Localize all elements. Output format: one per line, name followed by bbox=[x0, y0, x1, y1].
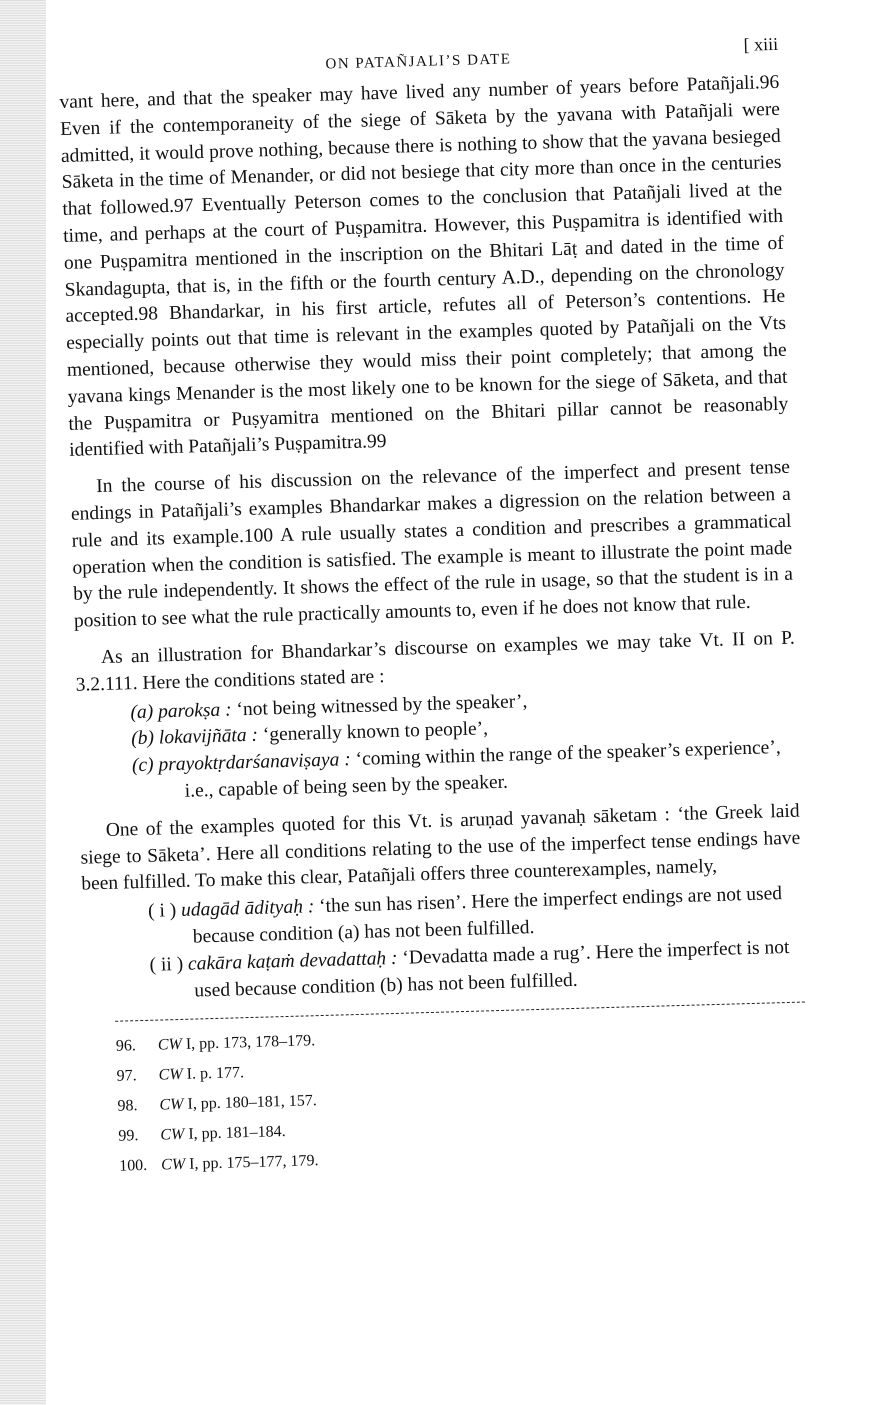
list-item: (b) lokavijñāta : ‘generally known to people’, bbox=[130, 718, 489, 750]
book-page bbox=[58, 30, 809, 1183]
footnote: 96. CW I, pp. 173, 178–179. bbox=[115, 1032, 316, 1056]
paragraph-continuation: vant here, and that the speaker may have lived any number of years before Patañjali.96 Even if the contemporaneity of the siege of Sāketa by the yavana with Patañjali were admitted, it would prove nothing, because there is nothing to show that the yavana besieged Sāketa in the time of Menander, or did not besiege that city more than once in the centuries that followed.97 Eventually Peterson comes to the conclusion that Patañjali lived at the time, and perhaps at the court of Puṣpamitra. However, this Puṣpamitra is identified with one Puṣpamitra mentioned in the inscription on the Bhitari Lāṭ and dated in the time of Skandagupta, that is, in the fifth or the fourth century A.D., depending on the chronology accepted.98 Bhandarkar, in his first article, refutes all of Peterson’s contentions. He especially points out that time is relevant in the examples quoted by Patañjali on the Vts mentioned, because otherwise they would miss their point completely; that among the yavana kings Menander is the most likely one to be known for the siege of Sāketa, and that the Puṣpamitra or Puṣyamitra mentioned on the Bhitari pillar cannot be reasonably identified with Patañjali’s Puṣpamitra.99 bbox=[59, 71, 789, 462]
list-item: (a) parokṣa : ‘not being witnessed by the speaker’, bbox=[130, 690, 528, 723]
footnote: 99. CW I, pp. 181–184. bbox=[118, 1123, 286, 1146]
footnote: 98. CW I, pp. 180–181, 157. bbox=[117, 1092, 318, 1116]
paragraph-illustration: As an illustration for Bhandarkar’s discourse on examples we may take Vt. II on P. 3.2.111. Here the conditions stated are : bbox=[75, 627, 796, 696]
footnotes bbox=[85, 1013, 809, 1183]
paragraph-examples: One of the examples quoted for this Vt. is aruṇad yavanaḥ sāketam : ‘the Greek laid siege to Sāketa’. Here all conditions relating to the use of the imperfect tense endings have been fulfilled. To make this clear, Patañjali offers three counterexamples, namely, bbox=[80, 800, 801, 895]
running-head: ON PATAÑJALI’S DATE bbox=[325, 51, 512, 73]
scan-binding-edge bbox=[0, 0, 46, 1405]
list-item: (c) prayoktṛdarśanaviṣaya : ‘coming within the range of the speaker’s experience’, i.e., capable of being seen by the speaker. bbox=[131, 737, 781, 802]
counterexamples-list bbox=[82, 881, 805, 1008]
footnote: 97. CW I. p. 177. bbox=[116, 1064, 245, 1086]
footnote: 100. CW I, pp. 175–177, 179. bbox=[118, 1152, 319, 1176]
list-item: ( i ) udagād ādityaḥ : ‘the sun has risen’. Here the imperfect endings are not used because condition (a) has not been fulfilled. bbox=[147, 883, 783, 948]
conditions-list bbox=[76, 681, 799, 808]
paragraph-tense-endings: In the course of his discussion on the relevance of the imperfect and present tense endings in Patañjali’s examples Bhandarkar makes a digression on the relation between a rule and its example.100 A rule usually states a condition and prescribes a grammatical operation when the condition is satisfied. The example is meant to illustrate the point made by the rule independently. It shows the effect of the rule in usage, so that the student is in a position to see what the rule practically amounts to, even if he does not know that rule. bbox=[70, 456, 794, 632]
list-item: ( ii ) cakāra kaṭaṁ devadattaḥ : ‘Devadatta made a rug’. Here the imperfect is not used because condition (b) has not been fulfilled. bbox=[149, 936, 790, 1002]
page-number: [ xiii bbox=[743, 33, 779, 55]
